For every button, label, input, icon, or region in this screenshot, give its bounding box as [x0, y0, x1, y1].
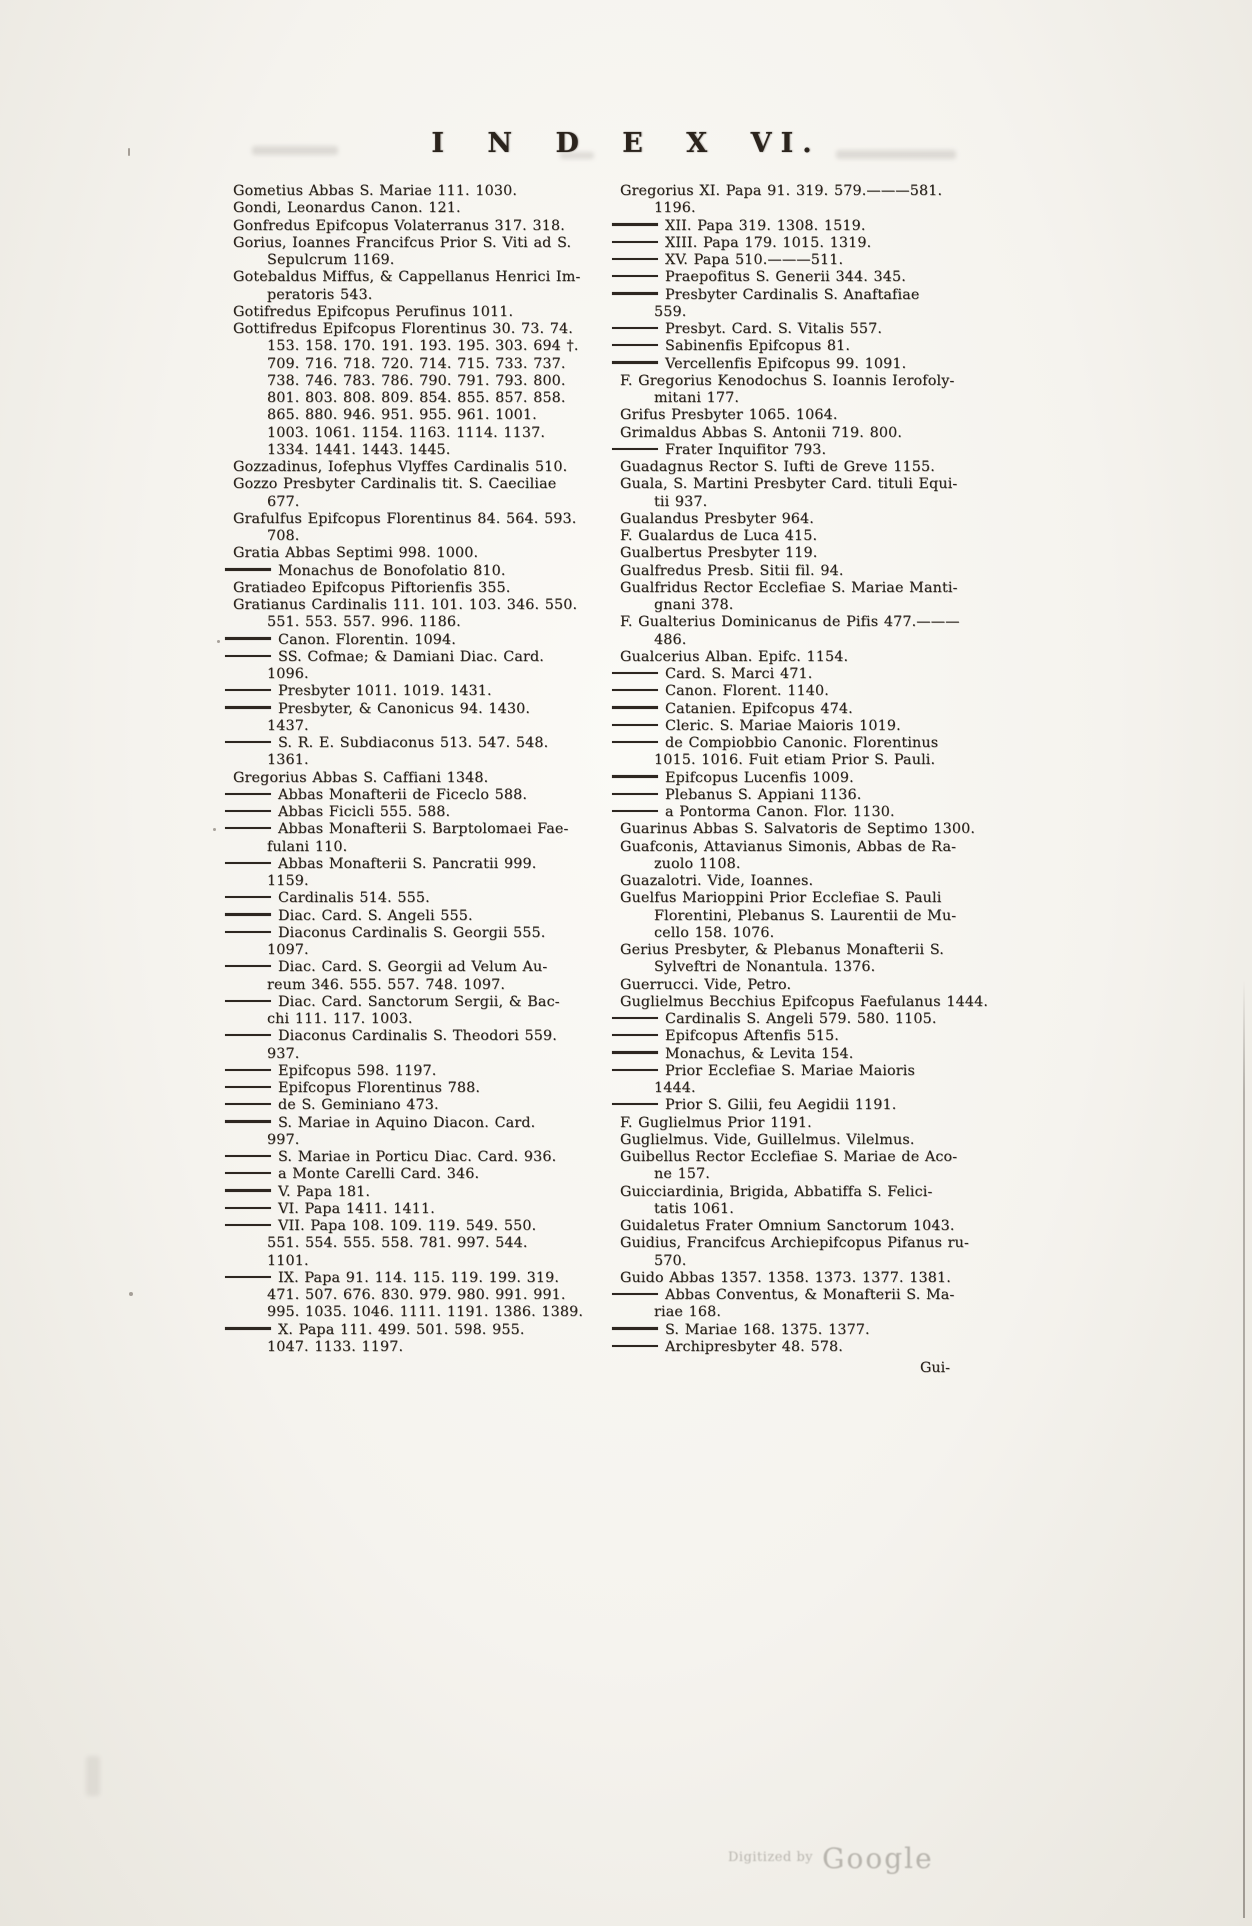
index-line: Florentini, Plebanus S. Laurentii de Mu- [654, 907, 957, 924]
ditto-dash-icon [612, 275, 658, 277]
page-title: I N D E X VI. [431, 128, 821, 159]
ditto-dash-icon [612, 775, 658, 777]
index-line: Diaconus Cardinalis S. Georgii 555. [233, 925, 605, 942]
index-line: Guala, S. Martini Presbyter Card. tituli Equi- [620, 476, 958, 493]
index-line: 551. 553. 557. 996. 1186. [267, 614, 461, 631]
index-line: 559. [654, 303, 687, 320]
index-line: fulani 110. [267, 838, 348, 855]
index-line: Archipresbyter 48. 578. [620, 1339, 1042, 1356]
index-line: Gometius Abbas S. Mariae 111. 1030. [233, 183, 518, 199]
index-line: Cardinalis S. Angeli 579. 580. 1105. [620, 1011, 1042, 1028]
index-line: Gualfredus Presb. Sitii fil. 94. [620, 562, 844, 579]
index-line: riae 168. [654, 1304, 722, 1321]
ditto-dash-icon [225, 1276, 271, 1278]
ditto-dash-icon [612, 344, 658, 346]
index-line: Canon. Florentin. 1094. [233, 632, 605, 649]
index-line: Gualcerius Alban. Epifc. 1154. [620, 648, 849, 665]
index-line: Gotifredus Epifcopus Perufinus 1011. [233, 303, 514, 320]
ditto-dash-icon [612, 724, 658, 726]
ditto-dash-icon [225, 913, 271, 915]
index-line: chi 111. 117. 1003. [267, 1011, 413, 1027]
ditto-dash-icon [612, 1293, 658, 1295]
ditto-dash-icon [225, 689, 271, 691]
index-line: 995. 1035. 1046. 1111. 1191. 1386. 1389. [267, 1304, 584, 1321]
left-column [233, 183, 605, 1356]
scan-artifact [86, 1756, 100, 1796]
index-line: Presbyt. Card. S. Vitalis 557. [620, 321, 1042, 338]
index-line: S. R. E. Subdiaconus 513. 547. 548. [233, 735, 605, 752]
index-line: mitani 177. [654, 390, 740, 406]
ditto-dash-icon [612, 1103, 658, 1105]
index-line: Gondi, Leonardus Canon. 121. [233, 200, 461, 217]
google-logo: Google [822, 1842, 934, 1875]
index-line: Grafulfus Epifcopus Florentinus 84. 564. 593. [233, 510, 577, 527]
ink-speck [213, 828, 216, 831]
index-line: 708. [267, 528, 300, 544]
index-line: 551. 554. 555. 558. 781. 997. 544. [267, 1235, 528, 1252]
watermark [728, 1842, 934, 1875]
index-line: F. Gregorius Kenodochus S. Ioannis Ierofoly- [620, 372, 955, 389]
ditto-dash-icon [225, 1172, 271, 1174]
ditto-dash-icon [225, 1155, 271, 1157]
ditto-dash-icon [225, 1189, 271, 1191]
index-line: 570. [654, 1252, 687, 1269]
index-line: Gottifredus Epifcopus Florentinus 30. 73. 74. [233, 321, 573, 337]
index-line: Guibellus Rector Ecclefiae S. Mariae de Aco- [620, 1149, 958, 1165]
ditto-dash-icon [612, 223, 658, 225]
index-line: 677. [267, 493, 300, 510]
index-line: peratoris 543. [267, 286, 373, 303]
ditto-dash-icon [612, 258, 658, 260]
ditto-dash-icon [225, 1327, 271, 1329]
index-line: a Monte Carelli Card. 346. [233, 1166, 605, 1183]
index-line: F. Gualterius Dominicanus de Pifis 477.——— [620, 614, 960, 631]
index-line: 1003. 1061. 1154. 1163. 1114. 1137. [267, 424, 546, 441]
index-line: tatis 1061. [654, 1200, 734, 1217]
index-line: Gregorius XI. Papa 91. 319. 579.———581. [620, 183, 943, 199]
index-line: Prior Ecclefiae S. Mariae Maioris [620, 1063, 1042, 1080]
index-line: S. Mariae in Aquino Diacon. Card. [233, 1115, 605, 1132]
ditto-dash-icon [225, 655, 271, 657]
ditto-dash-icon [225, 965, 271, 967]
index-line: F. Guglielmus Prior 1191. [620, 1114, 812, 1131]
ink-speck [217, 640, 220, 643]
right-column [620, 183, 1042, 1356]
index-line: Gozzo Presbyter Cardinalis tit. S. Caeciliae [233, 476, 557, 493]
index-line: 865. 880. 946. 951. 955. 961. 1001. [267, 407, 537, 424]
catchword: Gui- [919, 1360, 950, 1376]
index-line: Sabinenfis Epifcopus 81. [620, 338, 1042, 355]
index-line: Epifcopus 598. 1197. [233, 1063, 605, 1080]
index-line: Grifus Presbyter 1065. 1064. [620, 407, 838, 424]
index-line: VII. Papa 108. 109. 119. 549. 550. [233, 1218, 605, 1235]
index-line: Gonfredus Epifcopus Volaterranus 317. 318. [233, 217, 565, 234]
index-line: Guadagnus Rector S. Iufti de Greve 1155. [620, 459, 935, 475]
ditto-dash-icon [225, 1034, 271, 1036]
index-line: 1444. [654, 1080, 696, 1096]
index-line: V. Papa 181. [233, 1184, 605, 1201]
ditto-dash-icon [612, 706, 658, 708]
index-line: 937. [267, 1045, 300, 1062]
index-line: ne 157. [654, 1166, 710, 1183]
index-line: Gualfridus Rector Ecclefiae S. Mariae Manti- [620, 579, 958, 596]
index-line: Guido Abbas 1357. 1358. 1373. 1377. 1381. [620, 1269, 951, 1286]
index-line: 1196. [654, 200, 696, 217]
index-line: 1096. [267, 666, 309, 682]
index-line: Epifcopus Lucenfis 1009. [620, 770, 1042, 787]
ditto-dash-icon [612, 741, 658, 743]
index-line: Plebanus S. Appiani 1136. [620, 787, 1042, 804]
index-line: F. Gualardus de Luca 415. [620, 528, 818, 544]
index-line: Abbas Ficicli 555. 588. [233, 804, 605, 821]
index-line: Guglielmus. Vide, Guillelmus. Vilelmus. [620, 1131, 915, 1148]
index-line: Catanien. Epifcopus 474. [620, 701, 1042, 718]
index-line: 1047. 1133. 1197. [267, 1338, 404, 1355]
index-line: S. Mariae in Porticu Diac. Card. 936. [233, 1149, 605, 1166]
ditto-dash-icon [225, 1207, 271, 1209]
index-line: Sepulcrum 1169. [267, 252, 395, 268]
index-line: Guidaletus Frater Omnium Sanctorum 1043. [620, 1218, 955, 1234]
index-line: Gratiadeo Epifcopus Piftorienfis 355. [233, 579, 511, 596]
index-line: 1334. 1441. 1443. 1445. [267, 441, 451, 458]
index-line: Gratianus Cardinalis 111. 101. 103. 346. 550. [233, 597, 578, 613]
index-line: XIII. Papa 179. 1015. 1319. [620, 235, 1042, 252]
ditto-dash-icon [612, 361, 658, 363]
index-line: IX. Papa 91. 114. 115. 119. 199. 319. [233, 1270, 605, 1287]
index-line: tii 937. [654, 493, 708, 510]
index-line: gnani 378. [654, 597, 734, 613]
index-line: Monachus, & Levita 154. [620, 1046, 1042, 1063]
watermark-prefix: Digitized by [728, 1850, 814, 1865]
ditto-dash-icon [612, 1017, 658, 1019]
ditto-dash-icon [612, 689, 658, 691]
index-line: Card. S. Marci 471. [620, 666, 1042, 683]
index-line: Monachus de Bonofolatio 810. [233, 563, 605, 580]
index-line: de S. Geminiano 473. [233, 1097, 605, 1114]
index-line: Gualandus Presbyter 964. [620, 510, 814, 527]
ditto-dash-icon [225, 896, 271, 898]
index-line: Cleric. S. Mariae Maioris 1019. [620, 718, 1042, 735]
ditto-dash-icon [225, 810, 271, 812]
ditto-dash-icon [225, 1086, 271, 1088]
index-line: Diac. Card. S. Georgii ad Velum Au- [233, 959, 605, 976]
ditto-dash-icon [225, 931, 271, 933]
index-line: cello 158. 1076. [654, 924, 775, 941]
index-line: Abbas Monafterii S. Pancratii 999. [233, 856, 605, 873]
index-line: Presbyter 1011. 1019. 1431. [233, 683, 605, 700]
index-line: 738. 746. 783. 786. 790. 791. 793. 800. [267, 372, 566, 389]
index-line: reum 346. 555. 557. 748. 1097. [267, 976, 506, 993]
index-line: 471. 507. 676. 830. 979. 980. 991. 991. [267, 1287, 566, 1303]
index-line: Abbas Conventus, & Monafterii S. Ma- [620, 1287, 1042, 1304]
ditto-dash-icon [612, 1327, 658, 1329]
ditto-dash-icon [612, 810, 658, 812]
ditto-dash-icon [225, 1000, 271, 1002]
ditto-dash-icon [225, 862, 271, 864]
index-line: S. Mariae 168. 1375. 1377. [620, 1322, 1042, 1339]
index-line: 709. 716. 718. 720. 714. 715. 733. 737. [267, 355, 566, 372]
ditto-dash-icon [225, 827, 271, 829]
index-line: Guicciardinia, Brigida, Abbatiffa S. Felici- [620, 1183, 933, 1200]
index-line: Diac. Card. S. Angeli 555. [233, 908, 605, 925]
ditto-dash-icon [225, 568, 271, 570]
index-line: Guidius, Francifcus Archiepifcopus Pifanus ru- [620, 1235, 969, 1252]
index-line: 997. [267, 1131, 300, 1148]
index-line: 1361. [267, 752, 309, 769]
index-line: 153. 158. 170. 191. 193. 195. 303. 694 †. [267, 338, 579, 355]
index-line: 1015. 1016. Fuit etiam Prior S. Pauli. [654, 752, 936, 769]
index-line: Gualbertus Presbyter 119. [620, 545, 818, 562]
index-line: Canon. Florent. 1140. [620, 683, 1042, 700]
ditto-dash-icon [612, 1345, 658, 1347]
index-line: Gregorius Abbas S. Caffiani 1348. [233, 769, 489, 786]
index-line: Gotebaldus Miffus, & Cappellanus Henrici Im- [233, 269, 581, 286]
ditto-dash-icon [612, 292, 658, 294]
index-line: 1159. [267, 873, 309, 889]
ditto-dash-icon [612, 672, 658, 674]
index-line: Sylveftri de Nonantula. 1376. [654, 959, 876, 976]
index-line: Grimaldus Abbas S. Antonii 719. 800. [620, 424, 903, 441]
index-line: Epifcopus Aftenfis 515. [620, 1028, 1042, 1045]
index-line: Guelfus Marioppini Prior Ecclefiae S. Pauli [620, 890, 942, 907]
index-line: Abbas Monafterii de Ficeclo 588. [233, 787, 605, 804]
index-line: X. Papa 111. 499. 501. 598. 955. [233, 1322, 605, 1339]
index-line: Prior S. Gilii, feu Aegidii 1191. [620, 1097, 1042, 1114]
ditto-dash-icon [225, 793, 271, 795]
index-line: XII. Papa 319. 1308. 1519. [620, 218, 1042, 235]
ditto-dash-icon [612, 241, 658, 243]
index-line: Diac. Card. Sanctorum Sergii, & Bac- [233, 994, 605, 1011]
index-line: Gorius, Ioannes Francifcus Prior S. Viti ad S. [233, 234, 572, 251]
index-line: Guarinus Abbas S. Salvatoris de Septimo 1300. [620, 821, 976, 838]
index-line: Guazalotri. Vide, Ioannes. [620, 873, 814, 889]
index-line: Gerius Presbyter, & Plebanus Monafterii S. [620, 942, 944, 958]
index-line: Guerrucci. Vide, Petro. [620, 976, 792, 993]
index-line: Frater Inquifitor 793. [620, 442, 1042, 459]
ditto-dash-icon [612, 1034, 658, 1036]
index-line: Diaconus Cardinalis S. Theodori 559. [233, 1028, 605, 1045]
index-line: Guafconis, Attavianus Simonis, Abbas de Ra- [620, 838, 957, 855]
index-line: Gratia Abbas Septimi 998. 1000. [233, 545, 479, 562]
index-line: 1097. [267, 942, 309, 958]
ditto-dash-icon [612, 793, 658, 795]
index-line: Presbyter Cardinalis S. Anaftafiae [620, 287, 1042, 304]
page-edge-line [1243, 980, 1245, 1918]
ditto-dash-icon [225, 637, 271, 639]
ditto-dash-icon [225, 741, 271, 743]
ditto-dash-icon [225, 1120, 271, 1122]
ditto-dash-icon [612, 448, 658, 450]
ditto-dash-icon [225, 1069, 271, 1071]
index-line: Presbyter, & Canonicus 94. 1430. [233, 701, 605, 718]
ditto-dash-icon [612, 1051, 658, 1053]
ditto-dash-icon [612, 327, 658, 329]
index-line: 1437. [267, 717, 309, 734]
index-line: VI. Papa 1411. 1411. [233, 1201, 605, 1218]
ink-speck [129, 1292, 133, 1296]
ditto-dash-icon [225, 1224, 271, 1226]
index-line: SS. Cofmae; & Damiani Diac. Card. [233, 649, 605, 666]
index-line: Epifcopus Florentinus 788. [233, 1080, 605, 1097]
index-line: de Compiobbio Canonic. Florentinus [620, 735, 1042, 752]
index-line: XV. Papa 510.———511. [620, 252, 1042, 269]
index-line: zuolo 1108. [654, 855, 741, 872]
index-line: 801. 803. 808. 809. 854. 855. 857. 858. [267, 390, 566, 406]
index-line: Guglielmus Becchius Epifcopus Faefulanus 1444. [620, 993, 989, 1010]
index-line: 486. [654, 631, 687, 648]
ditto-dash-icon [612, 1069, 658, 1071]
index-line: 1101. [267, 1252, 309, 1269]
index-line: a Pontorma Canon. Flor. 1130. [620, 804, 1042, 821]
index-line: Praepofitus S. Generii 344. 345. [620, 269, 1042, 286]
index-line: Cardinalis 514. 555. [233, 890, 605, 907]
index-line: Gozzadinus, Iofephus Vlyffes Cardinalis 510. [233, 459, 568, 475]
ditto-dash-icon [225, 706, 271, 708]
ditto-dash-icon [225, 1103, 271, 1105]
index-line: Abbas Monafterii S. Barptolomaei Fae- [233, 821, 605, 838]
index-line: Vercellenfis Epifcopus 99. 1091. [620, 356, 1042, 373]
